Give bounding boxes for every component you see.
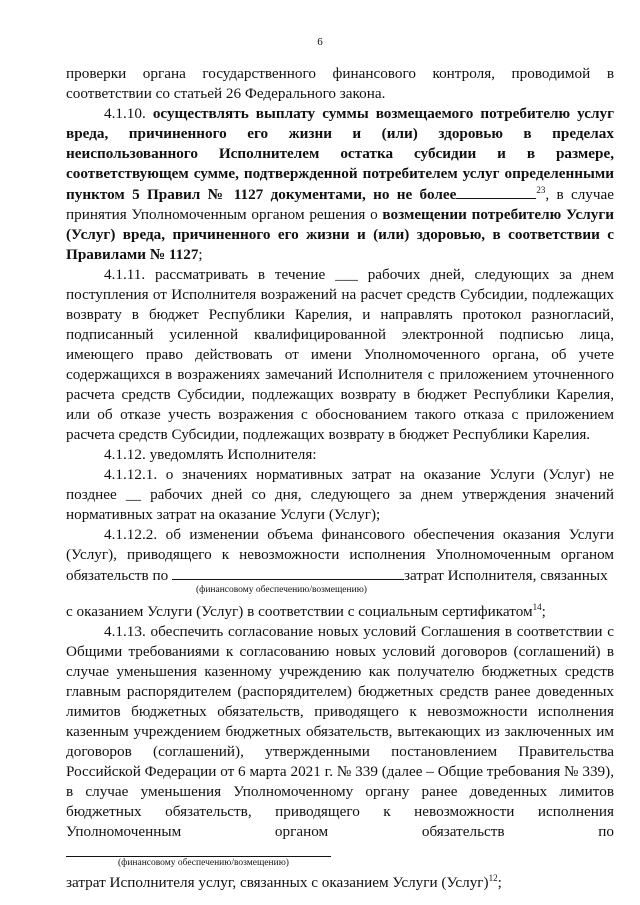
blank-line xyxy=(172,565,404,580)
bold-text: осуществлять выплату суммы возмещаемого потребителю услуг вреда, причиненного его жизни и (или) здоровью в пределах неиспользованного Исполнителем остатка субсидии и в размере, соответствующем сумме, подтвержденной потребителем услуг определенными пунктом 5 Правил № 1127 документами, но не более xyxy=(66,105,614,203)
footnote-ref: 23 xyxy=(536,184,546,195)
paragraph-4-1-11: 4.1.11. рассматривать в течение ___ рабочих дней, следующих за днем поступления от Исполнителя возражений на расчет средств Субсидии, подлежащих возврату в бюджет Республики Карелия, и направлять протокол разногласий, подписанный усиленной квалифицированной электронной подписью лица, имеющего право действовать от имени Уполномоченного органа, об учете содержащихся в возражениях замечаний Исполнителя с приложением уточненного расчета средств Субсидии, подлежащих возврату в бюджет Республики Карелия, или об отказе учесть возражения с обоснованием такого отказа с приложением расчета средств Субсидии, подлежащих возврату в бюджет Республики Карелия. xyxy=(66,266,614,443)
page-number: 6 xyxy=(317,36,323,48)
clause-number: 4.1.10. xyxy=(104,105,146,122)
field-caption: (финансовому обеспечению/возмещению) xyxy=(66,856,331,869)
blank-line xyxy=(456,184,536,199)
document-body xyxy=(66,64,614,893)
clause-text: , в случае принятия Уполномоченным органом решения о xyxy=(66,186,614,223)
paragraph-continuation: проверки органа государственного финансового контроля, проводимой в соответствии со статьей 26 Федерального закона. xyxy=(66,65,614,102)
footnote-ref: 14 xyxy=(532,601,542,612)
paragraph-4-1-12-2-cont: с оказанием Услуги (Услуг) в соответствии с социальным сертификатом$^{14}$; xyxy=(66,601,546,620)
paragraph-4-1-13: 4.1.13. обеспечить согласование новых условий Соглашения в соответствии с Общими требованиями к согласованию новых условий договоров (соглашений) в случае уменьшения казенному учреждению как получателю бюджетных средств главным распорядителем (распорядителем) бюджетных средств ранее доведенных лимитов бюджетных обязательств, приводящего к невозможности исполнения казенным учреждением бюджетных обязательств, вытекающих из заключенных им договоров (соглашений), утвержденными постановлением Правительства Российской Федерации от 6 марта 2021 г. № 339 (далее – Общие требования № 339), в случае уменьшения Уполномоченному органу ранее доведенных лимитов бюджетных обязательств, приводящего к невозможности исполнения Уполномоченным органом обязательств по xyxy=(66,623,614,840)
paragraph-4-1-12-2: 4.1.12.2. об изменении объема финансового обеспечения оказания Услуги (Услуг), приводящего к невозможности исполнения Уполномоченным органом обязательств по затрат Исполнителя, связанных xyxy=(66,526,614,584)
field-caption: (финансовому обеспечению/возмещению) xyxy=(196,585,367,595)
paragraph-4-1-13-cont: затрат Исполнителя услуг, связанных с оказанием Услуги (Услуг)$^{12}$; xyxy=(66,872,502,891)
paragraph-4-1-12-1: 4.1.12.1. о значениях нормативных затрат на оказание Услуги (Услуг) не позднее __ рабочих дней со дня, следующего за днем утверждения значений нормативных затрат на оказание Услуги (Услуг); xyxy=(66,466,614,523)
bold-text: возмещении потребителю Услуги (Услуг) вреда, причиненного его жизни и (или) здоровью, в соответствии с Правилами № 1127 xyxy=(66,206,614,263)
paragraph-4-1-12: 4.1.12. уведомлять Исполнителя: xyxy=(104,446,317,463)
footnote-ref: 12 xyxy=(488,872,498,883)
paragraph-4-1-10: 4.1.10. осуществлять выплату суммы возмещаемого потребителю услуг вреда, причиненного его жизни и (или) здоровью в пределах неиспользованного Исполнителем остатка субсидии и в размере, соответствующем сумме, подтвержденной потребителем услуг определенными пунктом 5 Правил № 1127 документами, но не более $^{23}$, в случае принятия Уполномоченным органом решения о возмещении потребителю Услуги (Услуг) вреда, причиненного его жизни и (или) здоровью, в соответствии с Правилами № 1127; xyxy=(66,105,614,263)
